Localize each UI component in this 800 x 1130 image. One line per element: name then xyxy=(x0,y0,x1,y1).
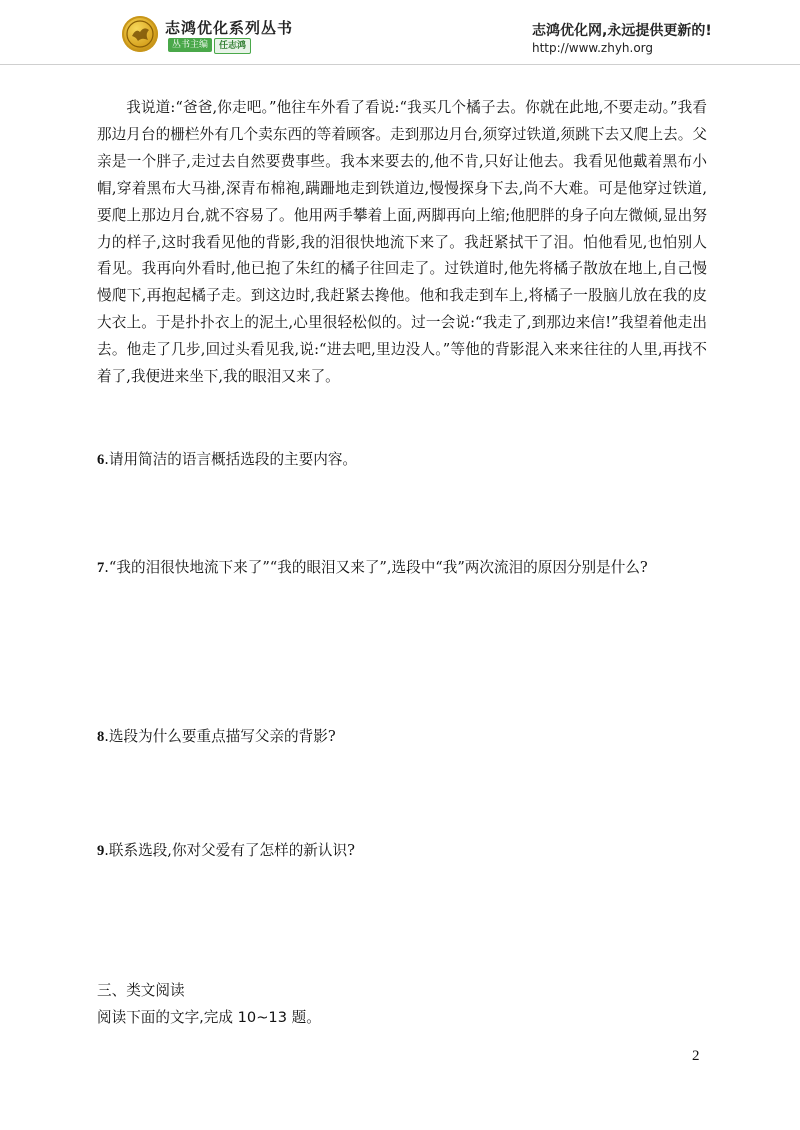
header-divider xyxy=(0,64,800,65)
editor-label: 丛书主编 xyxy=(168,38,212,52)
passage-paragraph: 我说道:“爸爸,你走吧。”他往车外看了看说:“我买几个橘子去。你就在此地,不要走动。”我看那边月台的栅栏外有几个卖东西的等着顾客。走到那边月台,须穿过铁道,须跳下去又爬上去。父亲是一个胖子,走过去自然要费事些。我本来要去的,他不肯,只好让他去。我看见他戴着黑布小帽,穿着黑布大马褂,深青布棉袍,蹒跚地走到铁道边,慢慢探身下去,尚不大难。可是他穿过铁道,要爬上那边月台,就不容易了。他用两手攀着上面,两脚再向上缩;他肥胖的身子向左微倾,显出努力的样子,这时我看见他的背影,我的泪很快地流下来了。我赶紧拭干了泪。怕他看见,也怕别人看见。我再向外看时,他已抱了朱红的橘子往回走了。过铁道时,他先将橘子散放在地上,自己慢慢爬下,再抱起橘子走。到这边时,我赶紧去搀他。他和我走到车上,将橘子一股脑儿放在我的皮大衣上。于是扑扑衣上的泥土,心里很轻松似的。过一会说:“我走了,到那边来信!”我望着他走出去。他走了几步,回过头看见我,说:“进去吧,里边没人。”等他的背影混入来来往往的人里,再找不着了,我便进来坐下,我的眼泪又来了。 xyxy=(97,99,707,386)
page-number: 2 xyxy=(692,1048,700,1064)
section-instruction: 阅读下面的文字,完成 10~13 题。 xyxy=(97,1009,321,1026)
question-number: 9 xyxy=(97,843,105,859)
question-text: .请用简洁的语言概括选段的主要内容。 xyxy=(104,451,358,468)
editor-name: 任志鸿 xyxy=(214,38,251,54)
question-text: .联系选段,你对父爱有了怎样的新认识? xyxy=(104,842,355,859)
question-8 xyxy=(97,723,709,751)
question-9 xyxy=(97,837,709,865)
page-header xyxy=(0,0,800,64)
question-text: .选段为什么要重点描写父亲的背影? xyxy=(104,728,336,745)
zhihong-logo-icon xyxy=(122,16,158,52)
question-number: 8 xyxy=(97,729,105,745)
brand-title: 志鸿优化系列丛书 xyxy=(165,19,294,37)
reading-passage xyxy=(97,95,707,391)
question-7 xyxy=(97,554,709,582)
question-number: 7 xyxy=(97,560,105,576)
question-6 xyxy=(97,446,709,474)
section-title: 三、类文阅读 xyxy=(97,982,185,999)
site-url[interactable]: http://www.zhyh.org xyxy=(532,41,654,55)
site-slogan: 志鸿优化网,永远提供更新的! xyxy=(532,23,712,39)
brand-editor xyxy=(168,38,251,52)
question-number: 6 xyxy=(97,452,105,468)
question-text: .“我的泪很快地流下来了”“我的眼泪又来了”,选段中“我”两次流泪的原因分别是什么? xyxy=(104,559,648,576)
